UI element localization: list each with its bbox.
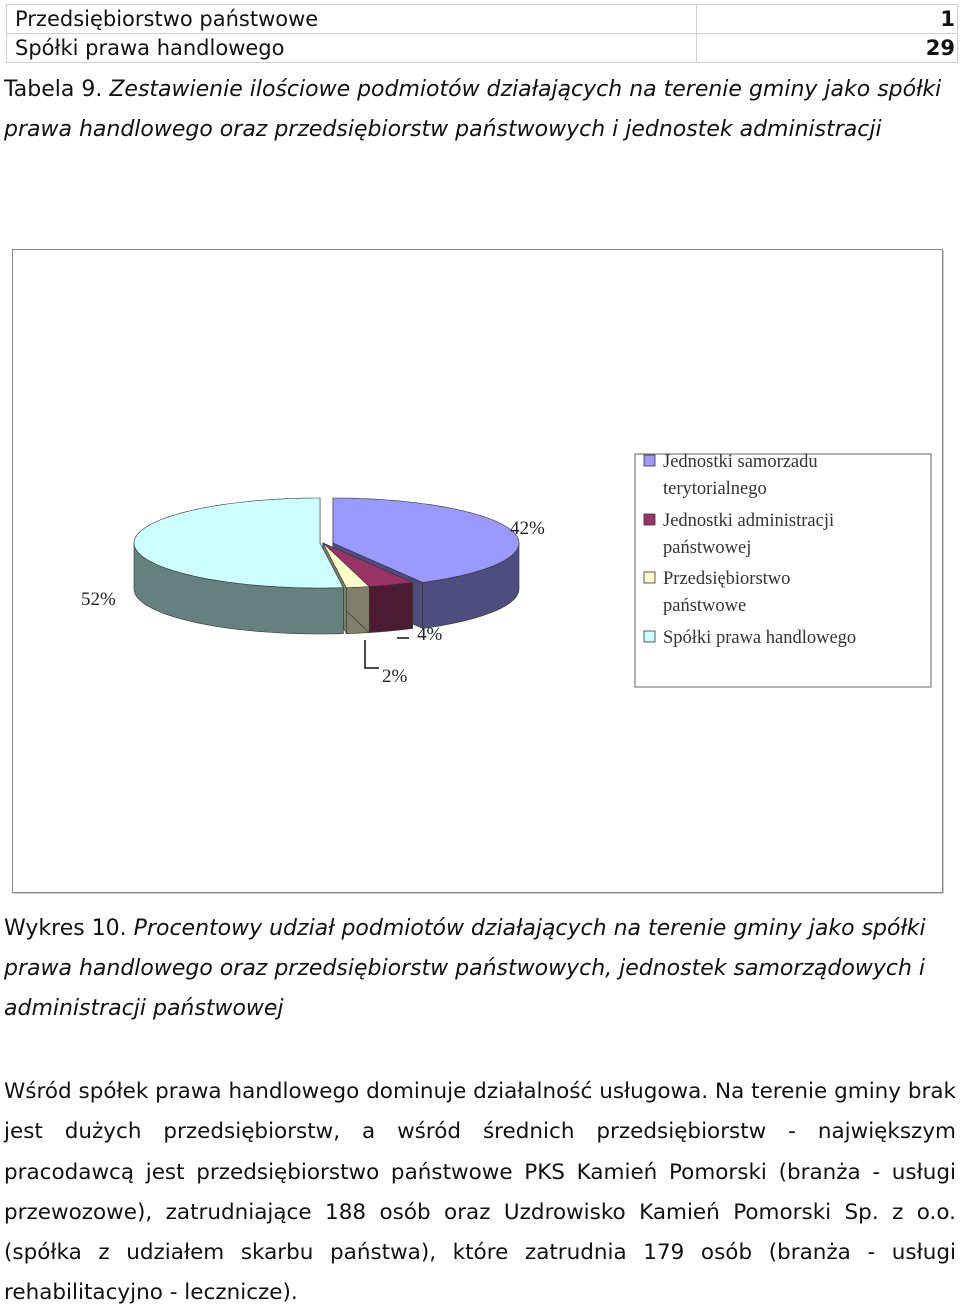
table-caption-text: Zestawienie ilościowe podmiotów działających na terenie gminy jako spółki prawa handlowego oraz przedsiębiorstw państwowych i jednostek administracji: [4, 77, 942, 142]
legend-swatch: [644, 455, 655, 466]
legend-label: Spółki prawa handlowego: [663, 628, 857, 648]
row-value: 29: [697, 34, 958, 63]
legend-label: państwowe: [663, 596, 747, 616]
legend-swatch: [644, 514, 655, 525]
legend-label: państwowej: [663, 538, 752, 558]
row-label: Przedsiębiorstwo państwowe: [7, 5, 697, 34]
table-caption-prefix: Tabela 9.: [4, 77, 103, 102]
legend-label: Jednostki administracji: [663, 511, 835, 531]
data-label: 4%: [417, 624, 443, 645]
data-label: 52%: [81, 589, 116, 610]
body-paragraph: Wśród spółek prawa handlowego dominuje działalność usługowa. Na terenie gminy brak jest dużych przedsiębiorstw, a wśród średnich przedsiębiorstw - największym pracodawcą jest przedsiębiorstwo państwowe PKS Kamień Pomorski (branża - usługi przewozowe), zatrudniające 188 osób oraz Uzdrowisko Kamień Pomorski Sp. z o.o.(spółka z udziałem skarbu państwa), które zatrudnia 179 osób (branża - usługi rehabilitacyjno - lecznicze).: [4, 1079, 956, 1306]
legend-swatch: [644, 572, 655, 583]
pie-chart-canvas: [13, 250, 942, 892]
legend-swatch: [644, 631, 655, 642]
figure-caption-prefix: Wykres 10.: [4, 916, 127, 941]
figure-caption-text: Procentowy udział podmiotów działających na terenie gminy jako spółki prawa handlowego oraz przedsiębiorstw państwowych, jednostek samorządowych i administracji państwowej: [4, 916, 926, 1021]
table-row: [7, 34, 958, 63]
summary-table: [6, 4, 958, 63]
legend-label: Jednostki samorzadu: [663, 452, 818, 472]
leader-line: [365, 640, 379, 668]
legend-label: terytorialnego: [663, 479, 767, 499]
data-label: 42%: [510, 518, 545, 539]
table-caption: [4, 70, 954, 150]
pie-chart: [12, 249, 943, 893]
table-row: [7, 5, 958, 34]
row-label: Spółki prawa handlowego: [7, 34, 697, 63]
data-label: 2%: [382, 666, 408, 687]
row-value: 1: [697, 5, 958, 34]
legend-label: Przedsiębiorstwo: [663, 569, 791, 589]
figure-caption: [4, 909, 954, 1029]
